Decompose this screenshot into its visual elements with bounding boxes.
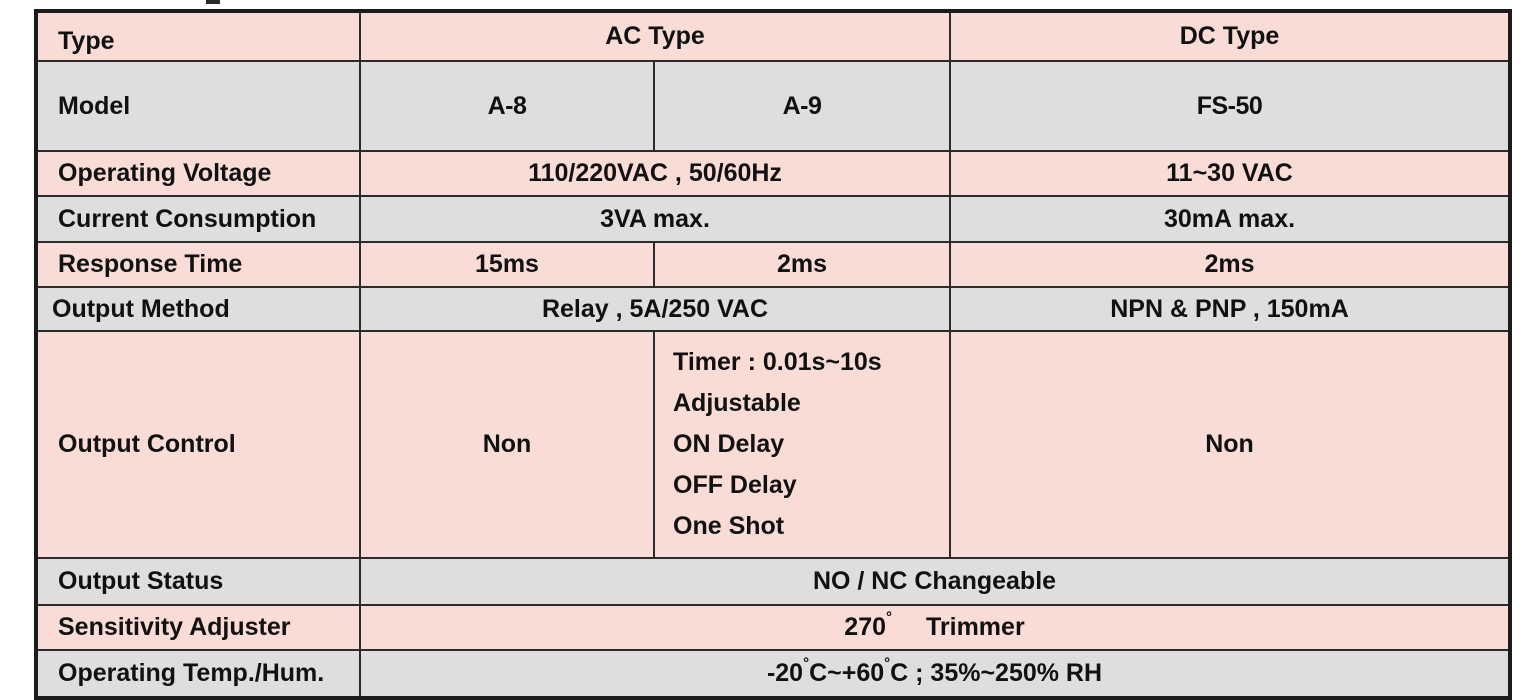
output-control-a9-line: Timer : 0.01s~10s	[673, 348, 882, 376]
output-status-label: Output Status	[36, 558, 360, 605]
ac-type-header: AC Type	[360, 11, 950, 61]
model-label: Model	[36, 61, 360, 151]
output-control-a9	[654, 331, 950, 558]
model-fs50: FS-50	[950, 61, 1510, 151]
output-method-ac: Relay , 5A/250 VAC	[360, 287, 950, 331]
output-control-a9-list	[655, 342, 949, 547]
output-control-a9-line: Adjustable	[673, 389, 801, 417]
output-method-row	[36, 287, 1510, 331]
operating-temp-humidity: C ; 35%~250% RH	[890, 659, 1103, 688]
output-status-row	[36, 558, 1510, 605]
response-time-fs50: 2ms	[950, 242, 1510, 287]
top-edge-mark	[206, 0, 220, 4]
dc-type-header: DC Type	[950, 11, 1510, 61]
response-time-a8: 15ms	[360, 242, 654, 287]
output-control-row	[36, 331, 1510, 558]
output-method-label: Output Method	[36, 287, 360, 331]
response-time-row	[36, 242, 1510, 287]
degree-symbol: °	[884, 655, 891, 673]
sensitivity-adjuster-label: Sensitivity Adjuster	[36, 605, 360, 650]
output-control-a9-line: OFF Delay	[673, 471, 797, 499]
output-control-fs50: Non	[950, 331, 1510, 558]
model-row	[36, 61, 1510, 151]
output-method-dc: NPN & PNP , 150mA	[950, 287, 1510, 331]
output-control-a8: Non	[360, 331, 654, 558]
sensitivity-adjuster-value	[360, 605, 1510, 650]
spec-table	[34, 9, 1512, 700]
current-consumption-label: Current Consumption	[36, 196, 360, 242]
operating-temp-value	[360, 650, 1510, 698]
degree-symbol: °	[803, 655, 810, 673]
degree-symbol: °	[886, 609, 893, 627]
operating-temp-label: Operating Temp./Hum.	[36, 650, 360, 698]
current-consumption-row	[36, 196, 1510, 242]
response-time-label: Response Time	[36, 242, 360, 287]
operating-temp-low: -20	[766, 659, 804, 688]
sensitivity-trimmer-text: Trimmer	[926, 613, 1025, 642]
type-label: Type	[36, 11, 360, 61]
output-status-value: NO / NC Changeable	[360, 558, 1510, 605]
output-control-a9-line: ON Delay	[673, 430, 785, 458]
response-time-a9: 2ms	[654, 242, 950, 287]
operating-voltage-ac: 110/220VAC , 50/60Hz	[360, 151, 950, 196]
output-control-label: Output Control	[36, 331, 360, 558]
current-consumption-ac: 3VA max.	[360, 196, 950, 242]
operating-temp-high: C~+60	[809, 659, 885, 688]
output-control-a9-line: One Shot	[673, 512, 785, 540]
current-consumption-dc: 30mA max.	[950, 196, 1510, 242]
sensitivity-angle: 270	[844, 613, 887, 642]
sensitivity-adjuster-row	[36, 605, 1510, 650]
header-row	[36, 11, 1510, 61]
operating-voltage-row	[36, 151, 1510, 196]
operating-voltage-dc: 11~30 VAC	[950, 151, 1510, 196]
operating-voltage-label: Operating Voltage	[36, 151, 360, 196]
operating-temp-row	[36, 650, 1510, 698]
model-a8: A-8	[360, 61, 654, 151]
model-a9: A-9	[654, 61, 950, 151]
